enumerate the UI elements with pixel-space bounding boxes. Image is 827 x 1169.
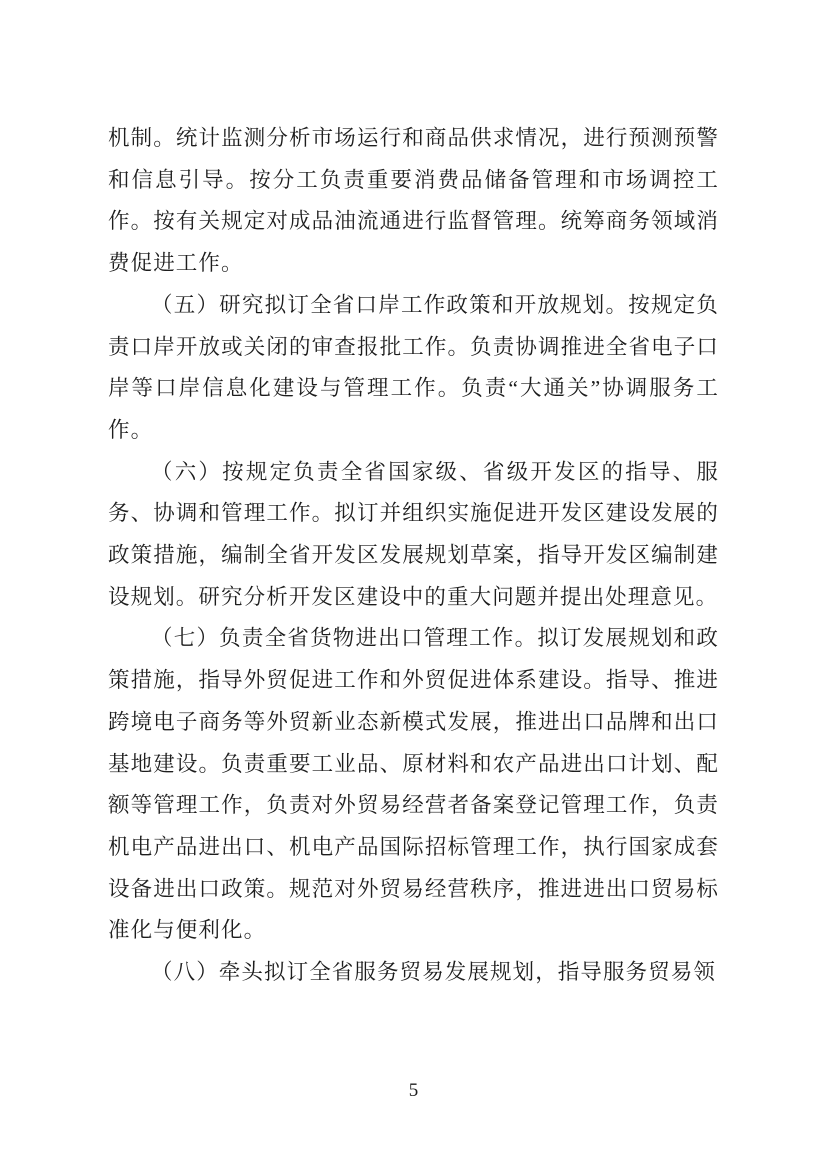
paragraph-section-8: （八）牵头拟订全省服务贸易发展规划，指导服务贸易领	[151, 960, 717, 985]
paragraph-duties-continuation: 机制。统计监测分析市场运行和商品供求情况，进行预测预警和信息引导。按分工负责重要消费品储备管理和市场调控工作。按有关规定对成品油流通进行监督管理。统筹商务领域消费促进工作。	[108, 126, 719, 276]
paragraph-section-6: （六）按规定负责全省国家级、省级开发区的指导、服务、协调和管理工作。拟订并组织实施促进开发区建设发展的政策措施，编制全省开发区发展规划草案，指导开发区编制建设规划。研究分析开发区建设中的重大问题并提出处理意见。	[108, 459, 719, 609]
paragraph-section-5: （五）研究拟订全省口岸工作政策和开放规划。按规定负责口岸开放或关闭的审查报批工作。负责协调推进全省电子口岸等口岸信息化建设与管理工作。负责“大通关”协调服务工作。	[108, 292, 719, 442]
document-body-text	[108, 118, 719, 994]
page-number: 5	[408, 1080, 419, 1101]
paragraph-section-7: （七）负责全省货物进出口管理工作。拟订发展规划和政策措施，指导外贸促进工作和外贸促进体系建设。指导、推进跨境电子商务等外贸新业态新模式发展，推进出口品牌和出口基地建设。负责重要工业品、原材料和农产品进出口计划、配额等管理工作，负责对外贸易经营者备案登记管理工作，负责机电产品进出口、机电产品国际招标管理工作，执行国家成套设备进出口政策。规范对外贸易经营秩序，推进进出口贸易标准化与便利化。	[108, 626, 719, 943]
